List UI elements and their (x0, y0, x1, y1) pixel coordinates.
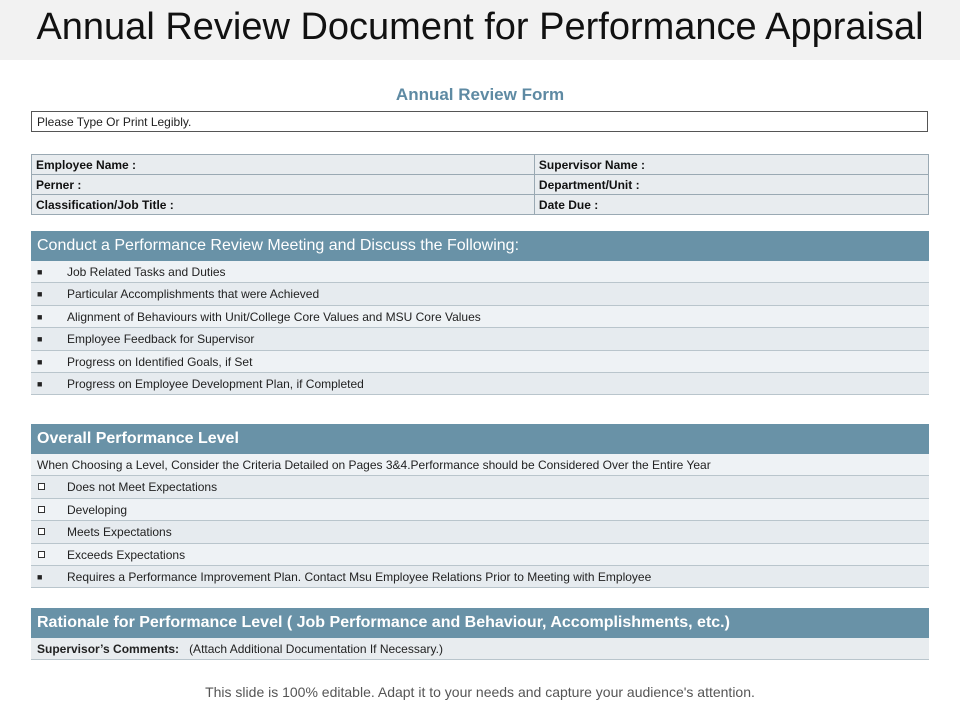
employee-info-table (31, 154, 929, 215)
list-item: ■ Alignment of Behaviours with Unit/College Core Values and MSU Core Values (31, 306, 929, 328)
supervisor-comments-label: Supervisor’s Comments: (37, 642, 180, 656)
form-title: Annual Review Form (395, 85, 565, 104)
meeting-section (31, 231, 929, 395)
department-unit-field[interactable]: Department/Unit : (534, 175, 928, 195)
list-item: ■ Job Related Tasks and Duties (31, 261, 929, 283)
square-bullet-icon: ■ (37, 378, 43, 389)
supervisor-name-field[interactable]: Supervisor Name : (534, 155, 928, 175)
square-bullet-icon: ■ (37, 311, 43, 322)
list-item: ■ Employee Feedback for Supervisor (31, 328, 929, 350)
slide-footer: This slide is 100% editable. Adapt it to your needs and capture your audience's attention. (205, 684, 755, 700)
meeting-section-heading: Conduct a Performance Review Meeting and Discuss the Following: (31, 231, 929, 261)
table-row (32, 155, 929, 175)
perner-field[interactable]: Perner : (32, 175, 535, 195)
list-item: ■ Progress on Employee Development Plan, if Completed (31, 373, 929, 395)
square-bullet-icon: ■ (37, 267, 43, 277)
list-item: ■ Requires a Performance Improvement Plan. Contact Msu Employee Relations Prior to Meeting with Employee (31, 566, 929, 588)
supervisor-comments-note: (Attach Additional Documentation If Necessary.) (189, 642, 443, 656)
supervisor-comments-row[interactable] (31, 638, 929, 660)
rationale-section-heading: Rationale for Performance Level ( Job Performance and Behaviour, Accomplishments, etc.) (31, 608, 929, 638)
job-title-field[interactable]: Classification/Job Title : (32, 195, 535, 215)
square-bullet-icon: ■ (37, 334, 43, 345)
square-bullet-icon: ■ (37, 289, 43, 300)
checkbox-icon[interactable] (38, 483, 45, 490)
checkbox-icon[interactable] (38, 551, 45, 558)
slide-title: Annual Review Document for Performance Appraisal (36, 6, 924, 48)
performance-option-meets[interactable]: Meets Expectations (31, 521, 929, 543)
checkbox-icon[interactable] (38, 528, 45, 535)
performance-option-developing[interactable]: Developing (31, 499, 929, 521)
list-item: ■ Particular Accomplishments that were Achieved (31, 283, 929, 305)
square-bullet-icon: ■ (37, 356, 43, 367)
employee-name-field[interactable]: Employee Name : (32, 155, 535, 175)
checkbox-icon[interactable] (38, 506, 45, 513)
performance-section-heading: Overall Performance Level (31, 424, 929, 454)
rationale-section (31, 608, 929, 660)
date-due-field[interactable]: Date Due : (534, 195, 928, 215)
legibly-note: Please Type Or Print Legibly. (31, 111, 928, 132)
performance-section (31, 424, 929, 588)
performance-criteria-note: When Choosing a Level, Consider the Criteria Detailed on Pages 3&4.Performance should be Considered Over the Entire Year (31, 454, 929, 476)
square-bullet-icon: ■ (37, 571, 43, 582)
table-row (32, 195, 929, 215)
performance-option-exceeds[interactable]: Exceeds Expectations (31, 544, 929, 566)
table-row (32, 175, 929, 195)
performance-option-does-not-meet[interactable]: Does not Meet Expectations (31, 476, 929, 498)
list-item: ■ Progress on Identified Goals, if Set (31, 351, 929, 373)
